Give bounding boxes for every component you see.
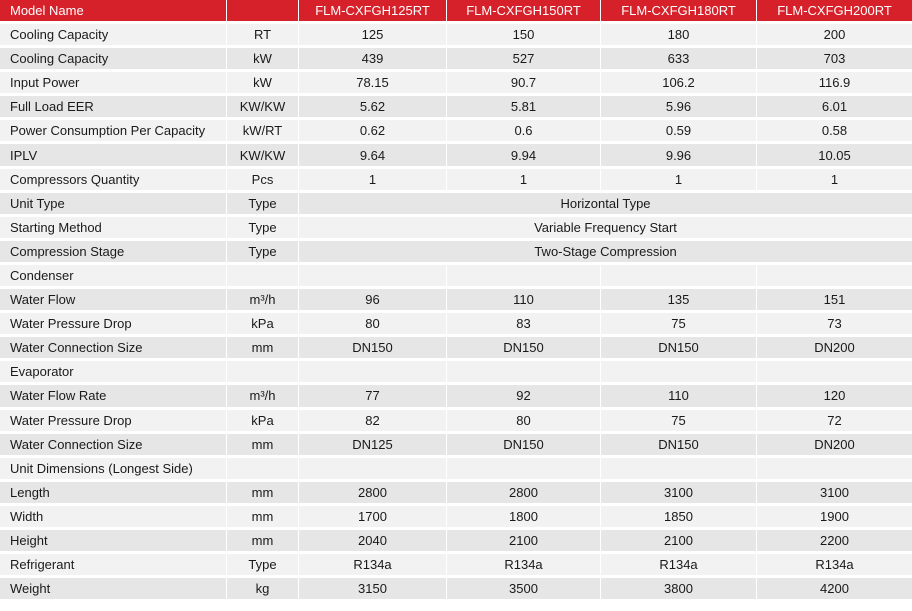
value-cell-model-4: 72 [756, 410, 912, 434]
value-cell-model-4: 1900 [756, 506, 912, 530]
value-cell-model-1: 2800 [298, 482, 446, 506]
value-cell-model-2: 0.6 [446, 120, 600, 144]
unit-cell: Pcs [226, 169, 298, 193]
empty-cell [756, 361, 912, 385]
value-cell-model-1: 1 [298, 169, 446, 193]
value-cell-model-2: 110 [446, 289, 600, 313]
parameter-name: Water Pressure Drop [0, 313, 226, 337]
value-cell-model-4: DN200 [756, 337, 912, 361]
value-cell-model-3: 5.96 [600, 96, 756, 120]
parameter-name: IPLV [0, 144, 226, 168]
value-cell-model-1: 96 [298, 289, 446, 313]
parameter-name: Cooling Capacity [0, 24, 226, 48]
table-row [0, 506, 912, 530]
table-row [0, 217, 912, 241]
unit-cell: kW/RT [226, 120, 298, 144]
parameter-name: Compression Stage [0, 241, 226, 265]
unit-cell: kW [226, 72, 298, 96]
value-cell-model-3: 75 [600, 313, 756, 337]
value-cell-model-1: 82 [298, 410, 446, 434]
table-row [0, 72, 912, 96]
value-cell-model-2: 5.81 [446, 96, 600, 120]
unit-cell: RT [226, 24, 298, 48]
unit-cell [226, 458, 298, 482]
value-cell-model-1: DN150 [298, 337, 446, 361]
value-cell-model-3: 3100 [600, 482, 756, 506]
value-cell-model-4: 1 [756, 169, 912, 193]
section-row [0, 458, 912, 482]
value-cell-model-4: 10.05 [756, 144, 912, 168]
value-cell-model-2: 527 [446, 48, 600, 72]
section-label: Evaporator [0, 361, 226, 385]
value-cell-model-2: 92 [446, 385, 600, 409]
value-cell-model-3: 3800 [600, 578, 756, 602]
value-cell-model-1: 5.62 [298, 96, 446, 120]
parameter-name: Water Flow [0, 289, 226, 313]
value-cell-model-3: 633 [600, 48, 756, 72]
empty-cell [298, 265, 446, 289]
value-cell-model-4: DN200 [756, 434, 912, 458]
value-cell-model-3: DN150 [600, 337, 756, 361]
value-cell-model-1: 439 [298, 48, 446, 72]
value-cell-model-1: 78.15 [298, 72, 446, 96]
value-cell-model-3: 9.96 [600, 144, 756, 168]
unit-cell: Type [226, 193, 298, 217]
table-row [0, 434, 912, 458]
table-row [0, 578, 912, 602]
shared-value-cell: Horizontal Type [298, 193, 912, 217]
unit-cell: mm [226, 337, 298, 361]
table-row [0, 530, 912, 554]
value-cell-model-1: R134a [298, 554, 446, 578]
value-cell-model-2: 3500 [446, 578, 600, 602]
table-row [0, 96, 912, 120]
parameter-name: Starting Method [0, 217, 226, 241]
table-row [0, 289, 912, 313]
table-row [0, 337, 912, 361]
value-cell-model-4: 200 [756, 24, 912, 48]
unit-cell [226, 265, 298, 289]
section-label: Unit Dimensions (Longest Side) [0, 458, 226, 482]
table-row [0, 482, 912, 506]
value-cell-model-1: 77 [298, 385, 446, 409]
empty-cell [600, 458, 756, 482]
unit-cell: kPa [226, 313, 298, 337]
parameter-name: Length [0, 482, 226, 506]
value-cell-model-3: 180 [600, 24, 756, 48]
unit-cell: m³/h [226, 385, 298, 409]
table-row [0, 120, 912, 144]
parameter-name: Refrigerant [0, 554, 226, 578]
unit-cell: Type [226, 217, 298, 241]
table-row [0, 169, 912, 193]
value-cell-model-4: 2200 [756, 530, 912, 554]
value-cell-model-2: 80 [446, 410, 600, 434]
table-row [0, 241, 912, 265]
parameter-name: Full Load EER [0, 96, 226, 120]
value-cell-model-4: 151 [756, 289, 912, 313]
value-cell-model-4: 4200 [756, 578, 912, 602]
parameter-name: Power Consumption Per Capacity [0, 120, 226, 144]
value-cell-model-3: 1 [600, 169, 756, 193]
value-cell-model-4: 703 [756, 48, 912, 72]
section-row [0, 361, 912, 385]
table-row [0, 554, 912, 578]
header-label: Model Name [0, 0, 226, 24]
empty-cell [446, 361, 600, 385]
value-cell-model-4: 116.9 [756, 72, 912, 96]
unit-cell: mm [226, 530, 298, 554]
value-cell-model-4: 73 [756, 313, 912, 337]
unit-cell: Type [226, 554, 298, 578]
header-model-4: FLM-CXFGH200RT [756, 0, 912, 24]
table-row [0, 24, 912, 48]
value-cell-model-2: 90.7 [446, 72, 600, 96]
shared-value-cell: Two-Stage Compression [298, 241, 912, 265]
value-cell-model-4: 0.58 [756, 120, 912, 144]
value-cell-model-2: 2800 [446, 482, 600, 506]
unit-cell: m³/h [226, 289, 298, 313]
value-cell-model-1: 2040 [298, 530, 446, 554]
value-cell-model-3: 2100 [600, 530, 756, 554]
unit-cell: mm [226, 506, 298, 530]
unit-cell [226, 361, 298, 385]
empty-cell [756, 458, 912, 482]
empty-cell [298, 361, 446, 385]
parameter-name: Height [0, 530, 226, 554]
value-cell-model-4: 3100 [756, 482, 912, 506]
table-row [0, 144, 912, 168]
value-cell-model-3: 110 [600, 385, 756, 409]
parameter-name: Water Flow Rate [0, 385, 226, 409]
value-cell-model-4: 6.01 [756, 96, 912, 120]
parameter-name: Width [0, 506, 226, 530]
header-model-1: FLM-CXFGH125RT [298, 0, 446, 24]
value-cell-model-3: 1850 [600, 506, 756, 530]
parameter-name: Water Pressure Drop [0, 410, 226, 434]
parameter-name: Cooling Capacity [0, 48, 226, 72]
empty-cell [446, 458, 600, 482]
empty-cell [298, 458, 446, 482]
header-model-3: FLM-CXFGH180RT [600, 0, 756, 24]
parameter-name: Unit Type [0, 193, 226, 217]
value-cell-model-1: 3150 [298, 578, 446, 602]
empty-cell [600, 265, 756, 289]
header-unit [226, 0, 298, 24]
table-header [0, 0, 912, 24]
value-cell-model-1: 80 [298, 313, 446, 337]
table-row [0, 193, 912, 217]
header-model-2: FLM-CXFGH150RT [446, 0, 600, 24]
unit-cell: kW [226, 48, 298, 72]
unit-cell: Type [226, 241, 298, 265]
parameter-name: Water Connection Size [0, 434, 226, 458]
table-row [0, 48, 912, 72]
header-row [0, 0, 912, 24]
value-cell-model-3: R134a [600, 554, 756, 578]
value-cell-model-1: 125 [298, 24, 446, 48]
value-cell-model-2: 150 [446, 24, 600, 48]
empty-cell [446, 265, 600, 289]
value-cell-model-2: 2100 [446, 530, 600, 554]
unit-cell: kg [226, 578, 298, 602]
unit-cell: mm [226, 482, 298, 506]
value-cell-model-1: DN125 [298, 434, 446, 458]
section-label: Condenser [0, 265, 226, 289]
value-cell-model-3: 106.2 [600, 72, 756, 96]
shared-value-cell: Variable Frequency Start [298, 217, 912, 241]
unit-cell: KW/KW [226, 144, 298, 168]
parameter-name: Water Connection Size [0, 337, 226, 361]
empty-cell [600, 361, 756, 385]
parameter-name: Input Power [0, 72, 226, 96]
table-row [0, 385, 912, 409]
unit-cell: kPa [226, 410, 298, 434]
table-body [0, 24, 912, 602]
value-cell-model-3: 135 [600, 289, 756, 313]
parameter-name: Weight [0, 578, 226, 602]
value-cell-model-2: 9.94 [446, 144, 600, 168]
value-cell-model-2: 83 [446, 313, 600, 337]
value-cell-model-3: DN150 [600, 434, 756, 458]
value-cell-model-4: 120 [756, 385, 912, 409]
empty-cell [756, 265, 912, 289]
table-row [0, 313, 912, 337]
unit-cell: mm [226, 434, 298, 458]
value-cell-model-2: DN150 [446, 337, 600, 361]
value-cell-model-1: 0.62 [298, 120, 446, 144]
value-cell-model-3: 75 [600, 410, 756, 434]
unit-cell: KW/KW [226, 96, 298, 120]
value-cell-model-2: 1 [446, 169, 600, 193]
value-cell-model-2: R134a [446, 554, 600, 578]
value-cell-model-1: 1700 [298, 506, 446, 530]
value-cell-model-2: DN150 [446, 434, 600, 458]
value-cell-model-1: 9.64 [298, 144, 446, 168]
value-cell-model-2: 1800 [446, 506, 600, 530]
value-cell-model-3: 0.59 [600, 120, 756, 144]
table-row [0, 410, 912, 434]
parameter-name: Compressors Quantity [0, 169, 226, 193]
section-row [0, 265, 912, 289]
value-cell-model-4: R134a [756, 554, 912, 578]
